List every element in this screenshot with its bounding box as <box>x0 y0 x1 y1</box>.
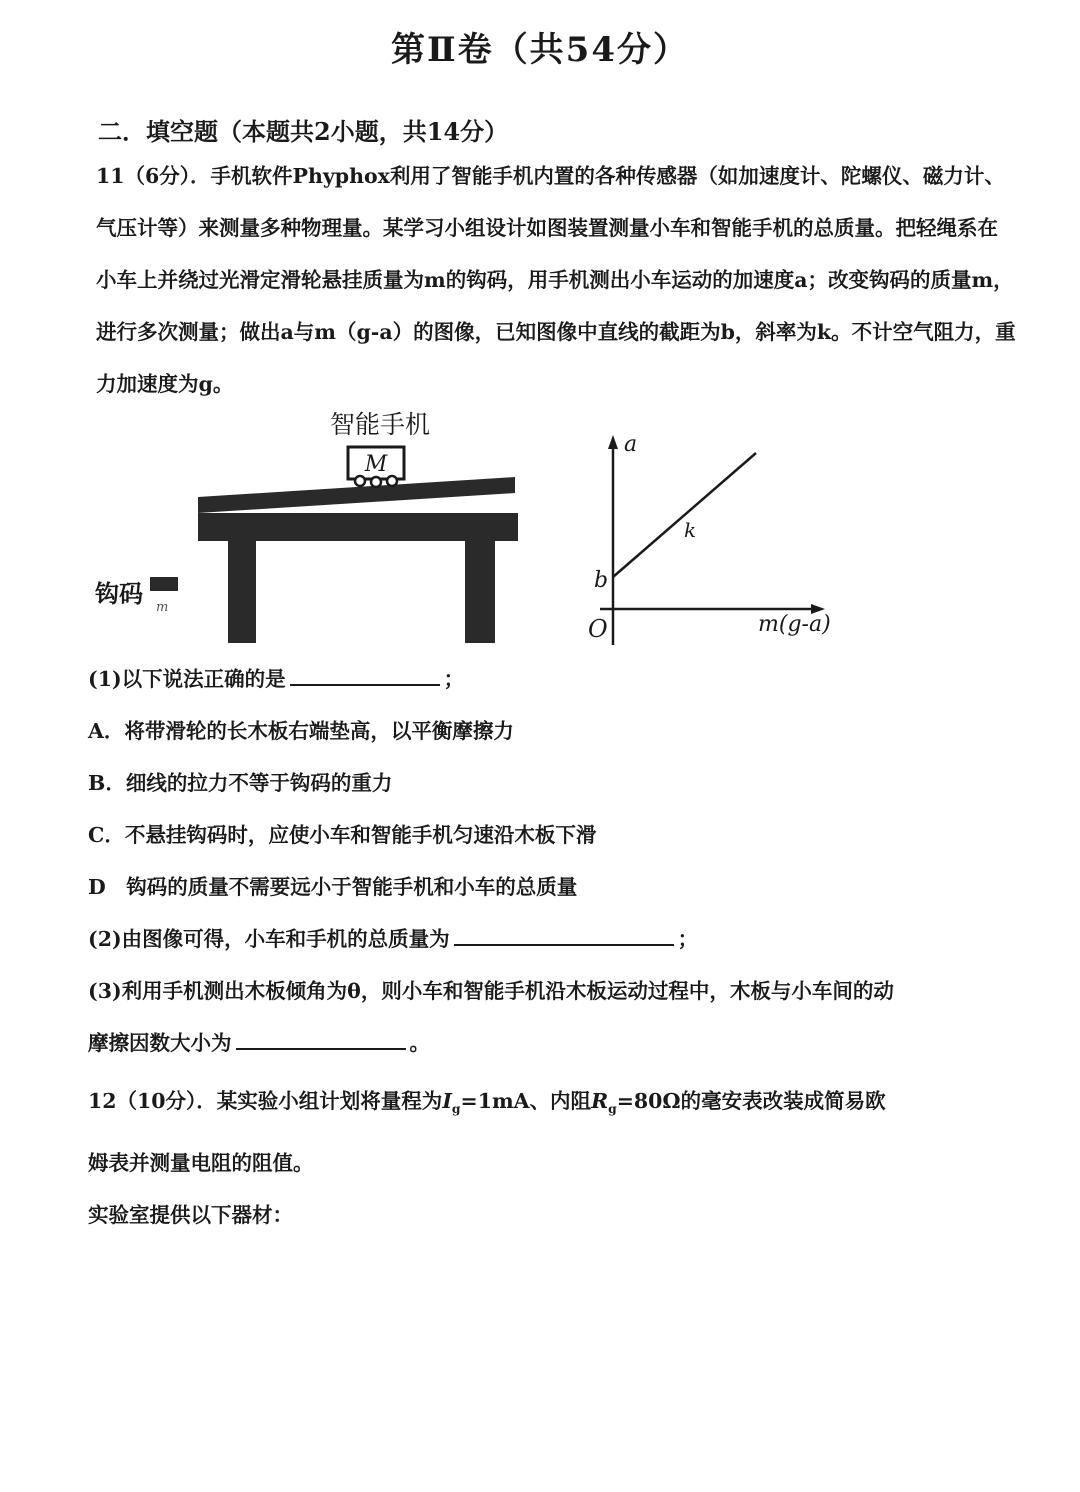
cart-wheel <box>355 476 365 486</box>
apparatus-drawing <box>90 405 530 650</box>
ig-symbol: I <box>442 1089 452 1113</box>
slope-label: k <box>684 518 697 542</box>
part-1-suffix: ； <box>443 667 465 691</box>
option-b: B．细线的拉力不等于钩码的重力 <box>88 771 393 795</box>
graph-figure <box>580 425 860 650</box>
rg-subscript: g <box>608 1101 617 1117</box>
question-11-text: 11（6分）．手机软件Phyphox利用了智能手机内置的各种传感器（如加速度计、陀螺仪、磁力计、气压计等）来测量多种物理量。某学习小组设计如图装置测量小车和智能手机的总质量。把轻绳系在小车上并绕过光滑定滑轮悬挂质量为m的钩码，用手机测出小车运动的加速度a；改变钩码的质量m，进行多次测量；做出a与m（g-a）的图像，已知图像中直线的截距为b，斜率为k。不计空气阻力，重力加速度为g。 <box>96 164 1016 396</box>
table-leg-right <box>465 541 495 643</box>
q12-intro-prefix: 12（10分）．某实验小组计划将量程为 <box>88 1089 443 1113</box>
y-axis-label: a <box>624 432 638 457</box>
cart-wheel <box>371 477 381 487</box>
question-12-line-1 <box>88 1084 1008 1116</box>
page-title: 第Ⅱ卷（共54分） <box>391 30 689 70</box>
part-3-question-line-2 <box>88 1026 1008 1056</box>
weight-label: 钩码 <box>95 580 143 608</box>
question-12-line-3: 实验室提供以下器材： <box>88 1203 293 1227</box>
option-a: A．将带滑轮的长木板右端垫高，以平衡摩擦力 <box>88 719 514 743</box>
part-3-suffix: 。 <box>409 1031 430 1055</box>
part-3-question-line-1: (3)利用手机测出木板倾角为θ，则小车和智能手机沿木板运动过程中，木板与小车间的动 <box>88 979 894 1003</box>
part-1-answer-blank[interactable] <box>290 664 440 686</box>
rg-symbol: R <box>591 1089 609 1113</box>
hanging-weight <box>150 577 178 591</box>
part-2-suffix: ； <box>677 927 699 951</box>
question-12-line-2: 姆表并测量电阻的阻值。 <box>88 1151 314 1175</box>
part-2-answer-blank[interactable] <box>454 924 674 946</box>
option-d: D 钩码的质量不需要远小于智能手机和小车的总质量 <box>88 875 578 899</box>
part-2-prefix: (2)由图像可得，小车和手机的总质量为 <box>88 927 450 951</box>
intercept-label: b <box>594 568 609 593</box>
origin-label: O <box>588 615 608 643</box>
weight-mass-label: m <box>156 600 169 615</box>
rg-value: =80Ω <box>616 1089 681 1113</box>
part-3-answer-blank[interactable] <box>236 1028 406 1050</box>
graph-line <box>613 453 756 577</box>
table-leg-left <box>228 541 256 643</box>
q12-intro-suffix: 的毫安表改装成简易欧 <box>680 1089 886 1113</box>
part-2-question <box>88 922 1008 952</box>
option-c: C．不悬挂钩码时，应使小车和智能手机匀速沿木板下滑 <box>88 823 597 847</box>
cart-wheel <box>387 476 397 486</box>
y-axis-arrow <box>608 435 618 449</box>
table-top <box>198 513 518 541</box>
apparatus-figure <box>90 405 530 650</box>
graph-drawing <box>580 425 860 650</box>
part-1-prefix: (1)以下说法正确的是 <box>88 667 286 691</box>
ig-value: =1mA <box>460 1089 530 1113</box>
part-3-prefix: 摩擦因数大小为 <box>88 1031 232 1055</box>
part-1-question <box>88 662 1008 692</box>
phone-label: 智能手机 <box>329 410 431 439</box>
q12-middle: 、内阻 <box>529 1089 592 1113</box>
section-heading: 二．填空题（本题共2小题，共14分） <box>98 117 509 146</box>
x-axis-label: m(g-a) <box>758 612 831 637</box>
cart-label: M <box>364 452 388 477</box>
ig-subscript: g <box>451 1101 461 1117</box>
